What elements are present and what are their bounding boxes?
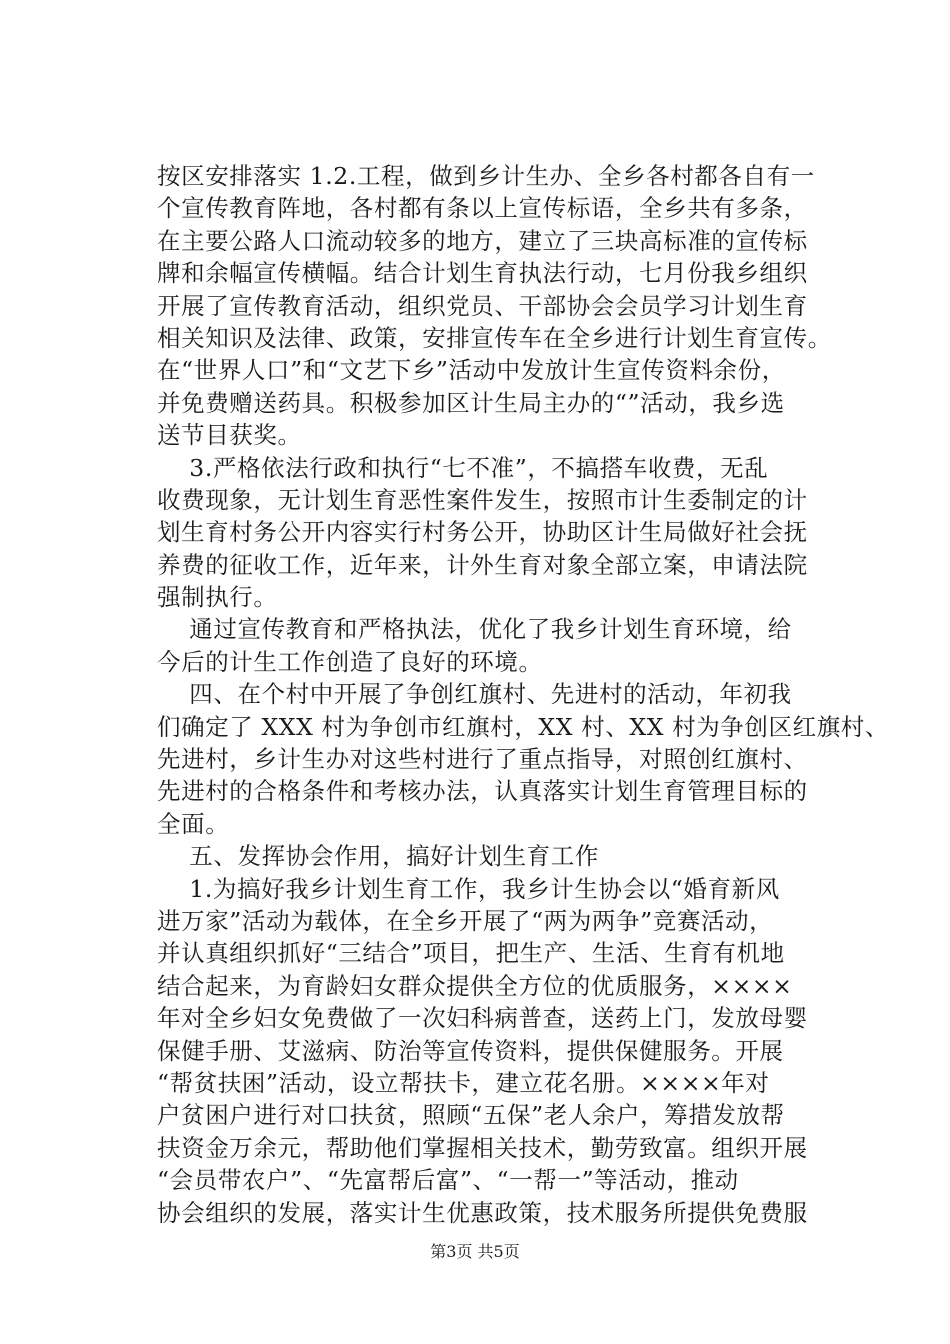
text-line: 划生育村务公开内容实行村务公开，协助区计生局做好社会抚 [157, 518, 808, 547]
text-line: 户贫困户进行对口扶贫，照顾“五保”老人余户，筹措发放帮 [157, 1101, 785, 1130]
text-line: “帮贫扶困”活动，设立帮扶卡，建立花名册。××××年对 [157, 1068, 770, 1097]
document-body [157, 160, 889, 1229]
text-line: 四、在个村中开展了争创红旗村、先进村的活动，年初我 [157, 680, 792, 709]
text-line: 1.为搞好我乡计划生育工作，我乡计生协会以“婚育新风 [157, 874, 780, 903]
text-line: 个宣传教育阵地，各村都有条以上宣传标语，全乡共有多条， [157, 194, 808, 223]
page-footer: 第3页 共5页 [430, 1242, 520, 1261]
text-line: 收费现象，无计划生育恶性案件发生，按照市计生委制定的计 [157, 485, 808, 514]
text-line: 并免费赠送药具。积极参加区计生局主办的“”活动，我乡选 [157, 388, 785, 417]
text-line: 送节目获奖。 [157, 421, 302, 450]
text-line: “会员带农户”、“先富帮后富”、“一帮一”等活动，推动 [157, 1166, 739, 1195]
text-line: 强制执行。 [157, 583, 278, 612]
text-line: 并认真组织抓好“三结合”项目，把生产、生活、生育有机地 [157, 939, 785, 968]
text-line: 们确定了 XXX 村为争创市红旗村，XX 村、XX 村为争创区红旗村、 [157, 712, 889, 741]
text-line: 通过宣传教育和严格执法，优化了我乡计划生育环境，给 [157, 615, 792, 644]
text-line: 按区安排落实 1.2.工程，做到乡计生办、全乡各村都各自有一 [157, 162, 815, 190]
text-line: 开展了宣传教育活动，组织党员、干部协会会员学习计划生育 [157, 291, 808, 320]
text-line: 结合起来，为育龄妇女群众提供全方位的优质服务，×××× [157, 971, 793, 1000]
text-line: 今后的计生工作创造了良好的环境。 [157, 647, 543, 676]
text-line: 先进村的合格条件和考核办法，认真落实计划生育管理目标的 [157, 777, 808, 806]
text-line: 年对全乡妇女免费做了一次妇科病普查，送药上门，发放母婴 [157, 1004, 808, 1033]
text-line: 牌和余幅宣传横幅。结合计划生育执法行动，七月份我乡组织 [157, 259, 808, 288]
text-line: 在“世界人口”和“文艺下乡”活动中发放计生宣传资料余份， [157, 356, 786, 385]
text-line: 先进村，乡计生办对这些村进行了重点指导，对照创红旗村、 [157, 745, 808, 774]
text-line: 3.严格依法行政和执行“七不准”，不搞搭车收费，无乱 [157, 453, 769, 482]
text-line: 进万家”活动为载体，在全乡开展了“两为两争”竞赛活动， [157, 906, 774, 935]
text-line: 协会组织的发展，落实计生优惠政策，技术服务所提供免费服 [157, 1198, 808, 1227]
text-line: 扶资金万余元，帮助他们掌握相关技术，勤劳致富。组织开展 [157, 1133, 808, 1162]
text-line: 全面。 [157, 809, 230, 838]
text-line: 保健手册、艾滋病、防治等宣传资料，提供保健服务。开展 [157, 1036, 784, 1065]
text-line: 相关知识及法律、政策，安排宣传车在全乡进行计划生育宣传。 [157, 323, 832, 352]
text-line: 在主要公路人口流动较多的地方，建立了三块高标准的宣传标 [157, 226, 808, 255]
text-line: 五、发挥协会作用，搞好计划生育工作 [157, 842, 599, 871]
text-line: 养费的征收工作，近年来，计外生育对象全部立案，申请法院 [157, 550, 808, 579]
